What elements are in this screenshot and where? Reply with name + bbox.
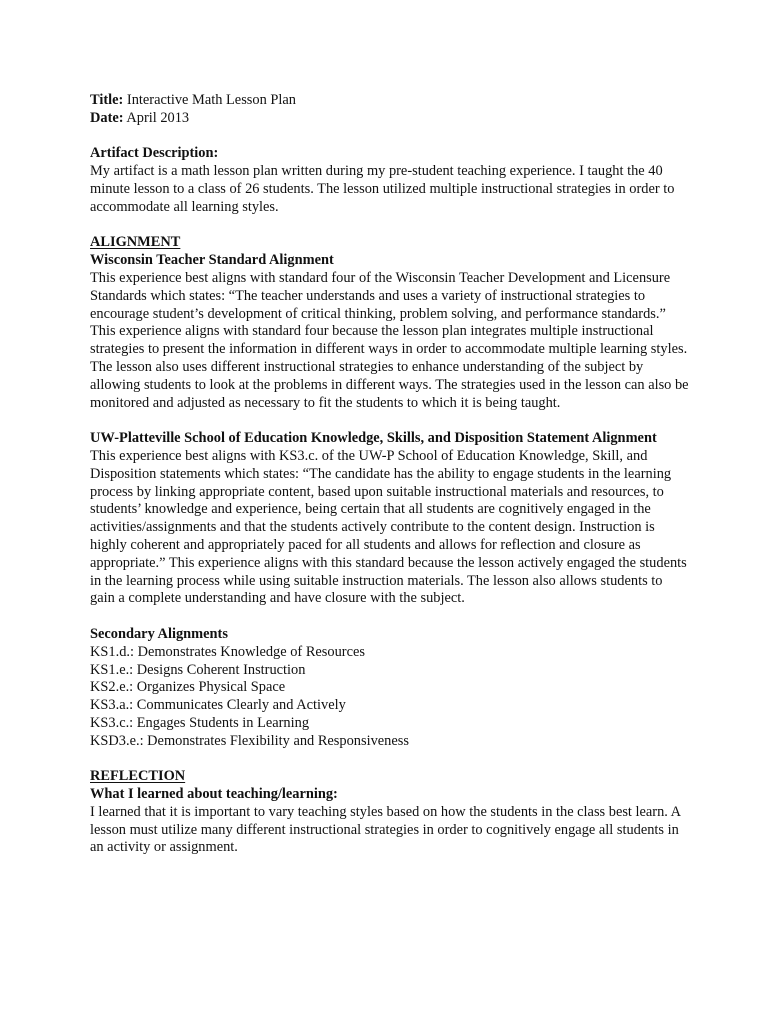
title-value: Interactive Math Lesson Plan (126, 92, 296, 108)
artifact-description: My artifact is a math lesson plan written during my pre-student teaching experience. I taught the 40 minute lesson to a class of 26 students. The lesson utilized multiple instructional strategies in order to accommodate all learning styles. (90, 163, 675, 215)
document-page (90, 92, 690, 857)
uwp-text: This experience best aligns with KS3.c. of the UW-P School of Education Knowledge, Skill, and Disposition statements which states: “The candidate has the ability to engage students in the learning process by linking appropriate content, based upon suitable instructional materials and resources, to students’ knowledge and experience, being certain that all students are cognitively engaged in the activities/assignments and that the students actively contribute to the content design. Instruction is highly coherent and appropriately paced for all students and allows for reflection and closure as appropriate.” This experience aligns with this standard because the lesson actively engaged the students in the learning process while using suitable instruction materials. The lesson also allows students to gain a complete understanding and have closure with the subject. (90, 447, 687, 607)
date-line (90, 110, 690, 128)
title-label: Title: (90, 92, 124, 108)
secondary-heading: Secondary Alignments (90, 625, 228, 642)
spacer (90, 128, 690, 146)
spacer (90, 750, 690, 768)
list-item: KS3.a.: Communicates Clearly and Actively (90, 697, 346, 714)
date-label: Date: (90, 109, 124, 126)
list-item: KS1.d.: Demonstrates Knowledge of Resources (90, 643, 365, 660)
alignment-heading: ALIGNMENT (90, 234, 181, 251)
list-item: KS1.e.: Designs Coherent Instruction (90, 661, 306, 678)
learned-heading: What I learned about teaching/learning: (90, 786, 338, 803)
spacer (90, 608, 690, 626)
wisconsin-heading: Wisconsin Teacher Standard Alignment (90, 252, 334, 269)
uwp-heading: UW-Platteville School of Education Knowledge, Skills, and Disposition Statement Alignment (90, 430, 657, 447)
artifact-heading: Artifact Description: (90, 145, 219, 162)
date-value: April 2013 (126, 109, 190, 126)
reflection-heading: REFLECTION (90, 768, 186, 785)
secondary-list (90, 644, 690, 751)
list-item: KS3.c.: Engages Students in Learning (90, 714, 310, 731)
list-item: KS2.e.: Organizes Physical Space (90, 679, 286, 696)
list-item: KSD3.e.: Demonstrates Flexibility and Responsiveness (90, 732, 409, 749)
spacer (90, 412, 690, 430)
spacer (90, 217, 690, 235)
title-line (90, 92, 690, 110)
wisconsin-text: This experience best aligns with standard four of the Wisconsin Teacher Development and Licensure Standards which states: “The teacher understands and uses a variety of instructional strategies to encourage student’s development of critical thinking, problem solving, and performance standards.” This experience aligns with standard four because the lesson plan integrates multiple instructional strategies to present the information in different ways in order to accommodate multiple learning styles. The lesson also uses different instructional strategies to enhance understanding of the subject by allowing students to look at the problems in different ways. The strategies used in the lesson can also be monitored and adjusted as necessary to fit the students to which it is being taught. (90, 269, 689, 411)
learned-text: I learned that it is important to vary teaching styles based on how the students in the class best learn. A lesson must utilize many different instructional strategies in order to cognitively engage all students in an activity or assignment. (90, 803, 681, 856)
